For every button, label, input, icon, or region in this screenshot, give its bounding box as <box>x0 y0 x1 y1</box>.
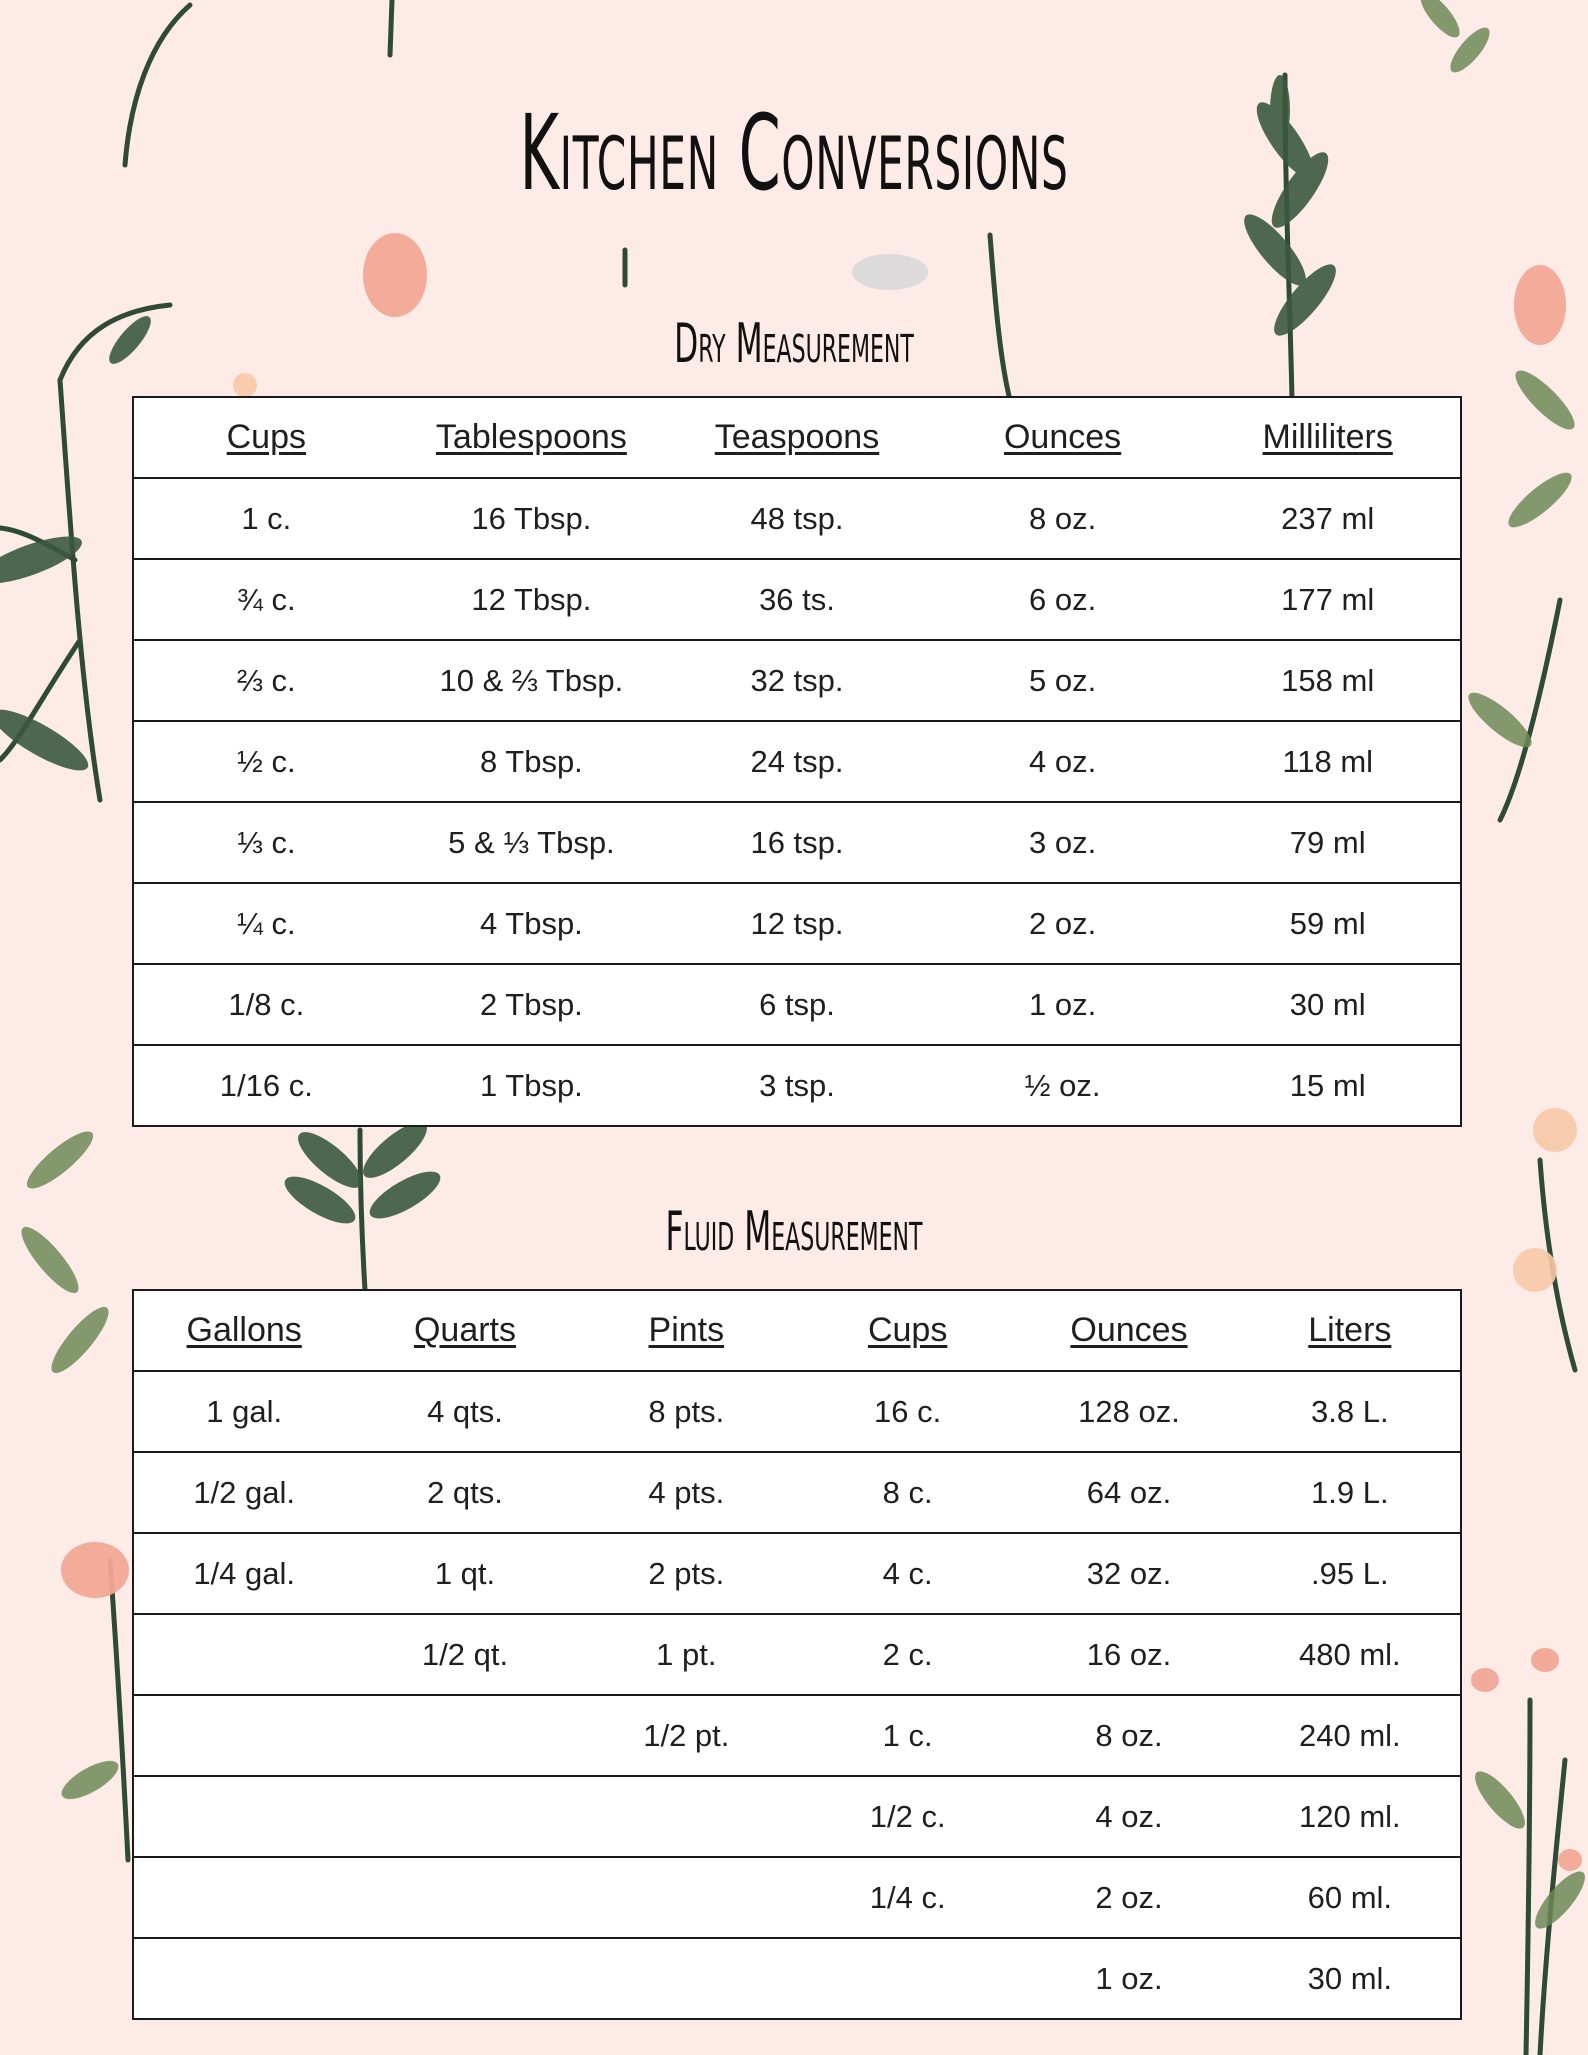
table-cell: 4 pts. <box>576 1452 797 1533</box>
table-cell: 158 ml <box>1195 640 1461 721</box>
table-cell: 12 tsp. <box>664 883 930 964</box>
table-cell: 1/4 c. <box>797 1857 1018 1938</box>
table-cell <box>576 1938 797 2019</box>
table-cell: 1 c. <box>133 478 399 559</box>
table-cell: 1.9 L. <box>1240 1452 1461 1533</box>
table-cell: 30 ml. <box>1240 1938 1461 2019</box>
table-cell <box>576 1857 797 1938</box>
table-cell: 4 oz. <box>1018 1776 1239 1857</box>
table-row <box>133 1695 1461 1776</box>
column-header: Gallons <box>133 1290 354 1371</box>
table-cell: 8 pts. <box>576 1371 797 1452</box>
table-cell <box>133 1938 354 2019</box>
table-row <box>133 1533 1461 1614</box>
table-cell: 2 Tbsp. <box>399 964 665 1045</box>
table-cell: 6 tsp. <box>664 964 930 1045</box>
table-cell: 32 oz. <box>1018 1533 1239 1614</box>
table-cell: 16 oz. <box>1018 1614 1239 1695</box>
table-cell: .95 L. <box>1240 1533 1461 1614</box>
table-cell: 128 oz. <box>1018 1371 1239 1452</box>
table-row <box>133 1857 1461 1938</box>
table-cell <box>797 1938 1018 2019</box>
table-cell: 240 ml. <box>1240 1695 1461 1776</box>
table-header-row <box>133 1290 1461 1371</box>
table-cell: ½ oz. <box>930 1045 1196 1126</box>
table-cell: 1/8 c. <box>133 964 399 1045</box>
table-cell <box>133 1695 354 1776</box>
table-cell: 12 Tbsp. <box>399 559 665 640</box>
column-header: Pints <box>576 1290 797 1371</box>
table-row <box>133 559 1461 640</box>
table-cell: 8 oz. <box>1018 1695 1239 1776</box>
table-header-row <box>133 397 1461 478</box>
table-cell: 5 oz. <box>930 640 1196 721</box>
table-cell <box>354 1695 575 1776</box>
table-cell: 30 ml <box>1195 964 1461 1045</box>
table-cell: 59 ml <box>1195 883 1461 964</box>
table-row <box>133 721 1461 802</box>
table-cell <box>133 1857 354 1938</box>
table-cell: 5 & ⅓ Tbsp. <box>399 802 665 883</box>
table-cell: ¼ c. <box>133 883 399 964</box>
table-cell: 15 ml <box>1195 1045 1461 1126</box>
table-cell: ⅓ c. <box>133 802 399 883</box>
table-cell: ⅔ c. <box>133 640 399 721</box>
table-cell: 8 Tbsp. <box>399 721 665 802</box>
fluid-measurement-table <box>132 1289 1462 2020</box>
table-row <box>133 1776 1461 1857</box>
column-header: Tablespoons <box>399 397 665 478</box>
table-cell: 8 oz. <box>930 478 1196 559</box>
table-cell: 4 qts. <box>354 1371 575 1452</box>
table-cell: 79 ml <box>1195 802 1461 883</box>
table-cell <box>354 1776 575 1857</box>
table-cell <box>354 1857 575 1938</box>
table-cell: 1/4 gal. <box>133 1533 354 1614</box>
table-row <box>133 1371 1461 1452</box>
table-cell: 4 Tbsp. <box>399 883 665 964</box>
column-header: Liters <box>1240 1290 1461 1371</box>
table-cell: 1/2 c. <box>797 1776 1018 1857</box>
table-cell: 1 qt. <box>354 1533 575 1614</box>
table-cell: 3.8 L. <box>1240 1371 1461 1452</box>
table-cell: 177 ml <box>1195 559 1461 640</box>
table-cell: 6 oz. <box>930 559 1196 640</box>
table-cell: 120 ml. <box>1240 1776 1461 1857</box>
table-cell: 16 tsp. <box>664 802 930 883</box>
table-cell: 64 oz. <box>1018 1452 1239 1533</box>
table-row <box>133 1045 1461 1126</box>
table-cell: 1 oz. <box>1018 1938 1239 2019</box>
table-cell: 1/2 qt. <box>354 1614 575 1695</box>
column-header: Cups <box>133 397 399 478</box>
table-row <box>133 1938 1461 2019</box>
column-header: Teaspoons <box>664 397 930 478</box>
table-row <box>133 883 1461 964</box>
table-cell: 2 pts. <box>576 1533 797 1614</box>
table-cell <box>354 1938 575 2019</box>
table-cell: 2 c. <box>797 1614 1018 1695</box>
table-cell: 2 oz. <box>930 883 1196 964</box>
column-header: Ounces <box>930 397 1196 478</box>
table-cell: 16 c. <box>797 1371 1018 1452</box>
table-cell: 1/16 c. <box>133 1045 399 1126</box>
page-title: Kitchen Conversions <box>519 92 1069 214</box>
table-cell: 32 tsp. <box>664 640 930 721</box>
table-cell: 480 ml. <box>1240 1614 1461 1695</box>
table-cell: 237 ml <box>1195 478 1461 559</box>
table-cell: 8 c. <box>797 1452 1018 1533</box>
table-row <box>133 1452 1461 1533</box>
column-header: Quarts <box>354 1290 575 1371</box>
fluid-measurement-title: Fluid Measurement <box>665 1200 923 1263</box>
dry-measurement-title: Dry Measurement <box>674 312 914 375</box>
column-header: Cups <box>797 1290 1018 1371</box>
table-cell: 2 qts. <box>354 1452 575 1533</box>
table-row <box>133 802 1461 883</box>
table-cell: 16 Tbsp. <box>399 478 665 559</box>
table-cell: ½ c. <box>133 721 399 802</box>
table-cell: 48 tsp. <box>664 478 930 559</box>
table-cell: 1 oz. <box>930 964 1196 1045</box>
table-cell: 3 tsp. <box>664 1045 930 1126</box>
table-cell: 118 ml <box>1195 721 1461 802</box>
table-cell: 4 c. <box>797 1533 1018 1614</box>
table-row <box>133 640 1461 721</box>
table-cell <box>133 1614 354 1695</box>
table-row <box>133 1614 1461 1695</box>
column-header: Ounces <box>1018 1290 1239 1371</box>
table-cell: 1 Tbsp. <box>399 1045 665 1126</box>
table-cell: 1 pt. <box>576 1614 797 1695</box>
table-cell: 60 ml. <box>1240 1857 1461 1938</box>
table-cell: 36 ts. <box>664 559 930 640</box>
column-header: Milliliters <box>1195 397 1461 478</box>
table-cell: ¾ c. <box>133 559 399 640</box>
table-cell: 1 gal. <box>133 1371 354 1452</box>
table-cell: 2 oz. <box>1018 1857 1239 1938</box>
table-cell: 24 tsp. <box>664 721 930 802</box>
table-cell: 10 & ⅔ Tbsp. <box>399 640 665 721</box>
table-row <box>133 478 1461 559</box>
table-cell <box>133 1776 354 1857</box>
dry-measurement-table <box>132 396 1462 1127</box>
table-cell: 1/2 pt. <box>576 1695 797 1776</box>
table-cell <box>576 1776 797 1857</box>
table-cell: 3 oz. <box>930 802 1196 883</box>
table-cell: 1 c. <box>797 1695 1018 1776</box>
table-row <box>133 964 1461 1045</box>
table-cell: 4 oz. <box>930 721 1196 802</box>
table-cell: 1/2 gal. <box>133 1452 354 1533</box>
